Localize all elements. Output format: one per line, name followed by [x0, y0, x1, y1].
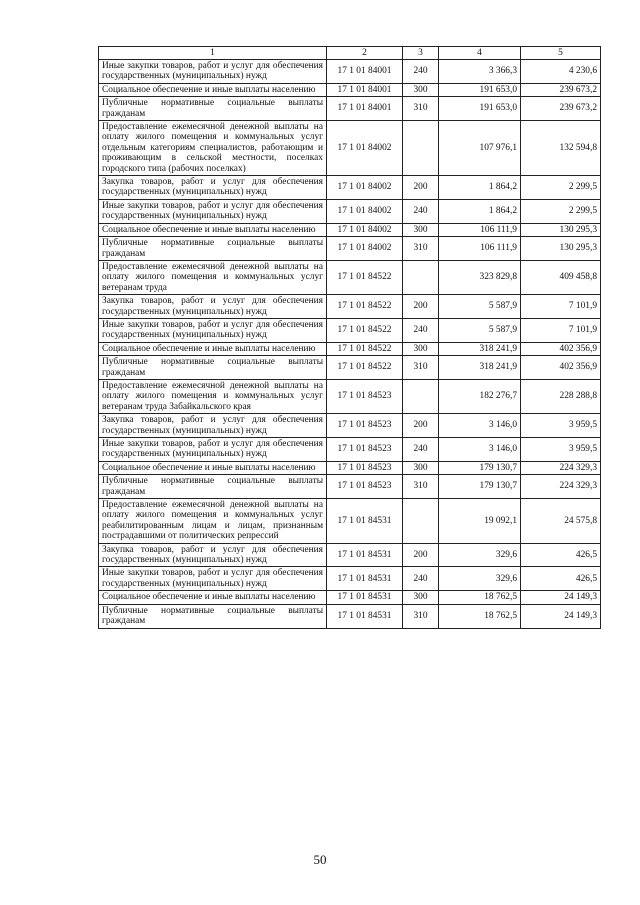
row-value-2025-cell: 24 149,3 [521, 604, 601, 628]
row-name-cell: Закупка товаров, работ и услуг для обеспечения государственных (муниципальных) нужд [99, 295, 327, 319]
row-code-cell: 17 1 01 84002 [327, 223, 403, 236]
table-row [99, 97, 601, 121]
row-value-2025-cell: 402 356,9 [521, 356, 601, 380]
row-code-cell: 17 1 01 84531 [327, 604, 403, 628]
row-expense-type-cell: 240 [403, 318, 439, 342]
row-value-2024-cell: 323 829,8 [439, 260, 521, 294]
row-value-2025-cell: 7 101,9 [521, 295, 601, 319]
table-row [99, 475, 601, 499]
row-value-2024-cell: 1 864,2 [439, 176, 521, 200]
row-value-2024-cell: 19 092,1 [439, 499, 521, 544]
row-code-cell: 17 1 01 84522 [327, 295, 403, 319]
row-value-2025-cell: 24 149,3 [521, 591, 601, 604]
row-code-cell: 17 1 01 84531 [327, 543, 403, 567]
row-value-2024-cell: 179 130,7 [439, 461, 521, 474]
row-code-cell: 17 1 01 84001 [327, 83, 403, 96]
row-expense-type-cell [403, 260, 439, 294]
row-value-2025-cell: 7 101,9 [521, 318, 601, 342]
row-value-2025-cell: 239 673,2 [521, 83, 601, 96]
row-expense-type-cell: 240 [403, 438, 439, 462]
row-expense-type-cell: 310 [403, 237, 439, 261]
row-code-cell: 17 1 01 84002 [327, 199, 403, 223]
row-code-cell: 17 1 01 84523 [327, 379, 403, 413]
row-value-2025-cell: 426,5 [521, 567, 601, 591]
row-code-cell: 17 1 01 84523 [327, 475, 403, 499]
row-name-cell: Иные закупки товаров, работ и услуг для обеспечения государственных (муниципальных) нужд [99, 60, 327, 84]
row-name-cell: Предоставление ежемесячной денежной выплаты на оплату жилого помещения и коммунальных услуг реабилитированным лицам и лицам, признанным пострадавшими от политических репрессий [99, 499, 327, 544]
table-row [99, 260, 601, 294]
table-row [99, 199, 601, 223]
row-value-2024-cell: 1 864,2 [439, 199, 521, 223]
table-row [99, 121, 601, 176]
row-value-2024-cell: 3 366,3 [439, 60, 521, 84]
row-expense-type-cell: 240 [403, 60, 439, 84]
table-row [99, 60, 601, 84]
row-value-2025-cell: 228 288,8 [521, 379, 601, 413]
row-value-2024-cell: 5 587,9 [439, 295, 521, 319]
page-number: 50 [313, 852, 327, 867]
row-expense-type-cell: 300 [403, 83, 439, 96]
row-value-2025-cell: 3 959,5 [521, 414, 601, 438]
row-code-cell: 17 1 01 84522 [327, 260, 403, 294]
row-code-cell: 17 1 01 84002 [327, 237, 403, 261]
row-value-2024-cell: 3 146,0 [439, 438, 521, 462]
row-name-cell: Публичные нормативные социальные выплаты гражданам [99, 475, 327, 499]
row-code-cell: 17 1 01 84001 [327, 97, 403, 121]
row-name-cell: Социальное обеспечение и иные выплаты населению [99, 342, 327, 355]
table-row [99, 567, 601, 591]
table-row [99, 342, 601, 355]
table-row [99, 499, 601, 544]
row-value-2024-cell: 18 762,5 [439, 604, 521, 628]
column-header-3: 3 [403, 47, 439, 60]
row-value-2025-cell: 426,5 [521, 543, 601, 567]
row-code-cell: 17 1 01 84523 [327, 414, 403, 438]
row-name-cell: Предоставление ежемесячной денежной выплаты на оплату жилого помещения и коммунальных услуг отдельным категориям специалистов, работающим и проживающим в сельской местности, поселках городского типа (рабочих поселках) [99, 121, 327, 176]
row-expense-type-cell: 300 [403, 223, 439, 236]
row-value-2025-cell: 409 458,8 [521, 260, 601, 294]
row-name-cell: Закупка товаров, работ и услуг для обеспечения государственных (муниципальных) нужд [99, 176, 327, 200]
row-expense-type-cell: 300 [403, 461, 439, 474]
row-name-cell: Публичные нормативные социальные выплаты гражданам [99, 237, 327, 261]
row-code-cell: 17 1 01 84522 [327, 356, 403, 380]
row-name-cell: Социальное обеспечение и иные выплаты населению [99, 83, 327, 96]
row-code-cell: 17 1 01 84531 [327, 567, 403, 591]
table-row [99, 591, 601, 604]
row-value-2024-cell: 3 146,0 [439, 414, 521, 438]
row-value-2025-cell: 132 594,8 [521, 121, 601, 176]
row-expense-type-cell: 310 [403, 97, 439, 121]
row-code-cell: 17 1 01 84522 [327, 342, 403, 355]
column-header-4: 4 [439, 47, 521, 60]
row-value-2025-cell: 3 959,5 [521, 438, 601, 462]
row-expense-type-cell [403, 379, 439, 413]
table-row [99, 223, 601, 236]
row-name-cell: Закупка товаров, работ и услуг для обеспечения государственных (муниципальных) нужд [99, 543, 327, 567]
header-row [99, 47, 601, 60]
row-expense-type-cell: 310 [403, 604, 439, 628]
row-value-2024-cell: 318 241,9 [439, 356, 521, 380]
row-code-cell: 17 1 01 84001 [327, 60, 403, 84]
row-name-cell: Закупка товаров, работ и услуг для обеспечения государственных (муниципальных) нужд [99, 414, 327, 438]
row-name-cell: Иные закупки товаров, работ и услуг для обеспечения государственных (муниципальных) нужд [99, 318, 327, 342]
row-name-cell: Социальное обеспечение и иные выплаты населению [99, 591, 327, 604]
row-code-cell: 17 1 01 84531 [327, 591, 403, 604]
row-expense-type-cell: 200 [403, 543, 439, 567]
row-value-2025-cell: 130 295,3 [521, 223, 601, 236]
row-code-cell: 17 1 01 84002 [327, 176, 403, 200]
table-row [99, 414, 601, 438]
row-name-cell: Публичные нормативные социальные выплаты гражданам [99, 97, 327, 121]
row-value-2025-cell: 130 295,3 [521, 237, 601, 261]
row-expense-type-cell: 200 [403, 176, 439, 200]
table-row [99, 604, 601, 628]
row-name-cell: Иные закупки товаров, работ и услуг для обеспечения государственных (муниципальных) нужд [99, 199, 327, 223]
row-expense-type-cell: 310 [403, 475, 439, 499]
row-name-cell: Иные закупки товаров, работ и услуг для обеспечения государственных (муниципальных) нужд [99, 438, 327, 462]
table-row [99, 356, 601, 380]
row-name-cell: Предоставление ежемесячной денежной выплаты на оплату жилого помещения и коммунальных услуг ветеранам труда Забайкальского края [99, 379, 327, 413]
row-expense-type-cell [403, 121, 439, 176]
row-name-cell: Социальное обеспечение и иные выплаты населению [99, 223, 327, 236]
row-value-2024-cell: 182 276,7 [439, 379, 521, 413]
row-code-cell: 17 1 01 84523 [327, 438, 403, 462]
row-code-cell: 17 1 01 84531 [327, 499, 403, 544]
table-row [99, 461, 601, 474]
row-value-2024-cell: 106 111,9 [439, 237, 521, 261]
row-value-2025-cell: 24 575,8 [521, 499, 601, 544]
table-row [99, 543, 601, 567]
column-header-2: 2 [327, 47, 403, 60]
row-value-2024-cell: 329,6 [439, 567, 521, 591]
row-name-cell: Публичные нормативные социальные выплаты гражданам [99, 604, 327, 628]
row-value-2024-cell: 179 130,7 [439, 475, 521, 499]
table-row [99, 83, 601, 96]
row-name-cell: Публичные нормативные социальные выплаты гражданам [99, 356, 327, 380]
row-value-2024-cell: 191 653,0 [439, 97, 521, 121]
row-value-2025-cell: 239 673,2 [521, 97, 601, 121]
row-value-2025-cell: 402 356,9 [521, 342, 601, 355]
row-name-cell: Предоставление ежемесячной денежной выплаты на оплату жилого помещения и коммунальных услуг ветеранам труда [99, 260, 327, 294]
table-row [99, 438, 601, 462]
table-row [99, 295, 601, 319]
table-row [99, 176, 601, 200]
row-value-2024-cell: 106 111,9 [439, 223, 521, 236]
table-row [99, 237, 601, 261]
row-expense-type-cell [403, 499, 439, 544]
row-value-2024-cell: 107 976,1 [439, 121, 521, 176]
row-value-2024-cell: 18 762,5 [439, 591, 521, 604]
row-value-2025-cell: 2 299,5 [521, 199, 601, 223]
column-header-1: 1 [99, 47, 327, 60]
row-expense-type-cell: 300 [403, 591, 439, 604]
row-value-2024-cell: 5 587,9 [439, 318, 521, 342]
row-code-cell: 17 1 01 84522 [327, 318, 403, 342]
row-value-2025-cell: 2 299,5 [521, 176, 601, 200]
row-value-2025-cell: 224 329,3 [521, 475, 601, 499]
row-code-cell: 17 1 01 84523 [327, 461, 403, 474]
row-value-2024-cell: 318 241,9 [439, 342, 521, 355]
row-expense-type-cell: 240 [403, 567, 439, 591]
row-value-2025-cell: 4 230,6 [521, 60, 601, 84]
budget-table [98, 46, 601, 629]
column-header-5: 5 [521, 47, 601, 60]
row-name-cell: Иные закупки товаров, работ и услуг для обеспечения государственных (муниципальных) нужд [99, 567, 327, 591]
row-expense-type-cell: 200 [403, 295, 439, 319]
row-expense-type-cell: 200 [403, 414, 439, 438]
row-expense-type-cell: 310 [403, 356, 439, 380]
row-expense-type-cell: 300 [403, 342, 439, 355]
row-value-2025-cell: 224 329,3 [521, 461, 601, 474]
row-code-cell: 17 1 01 84002 [327, 121, 403, 176]
table-row [99, 318, 601, 342]
table-row [99, 379, 601, 413]
row-value-2024-cell: 191 653,0 [439, 83, 521, 96]
row-value-2024-cell: 329,6 [439, 543, 521, 567]
row-expense-type-cell: 240 [403, 199, 439, 223]
row-name-cell: Социальное обеспечение и иные выплаты населению [99, 461, 327, 474]
